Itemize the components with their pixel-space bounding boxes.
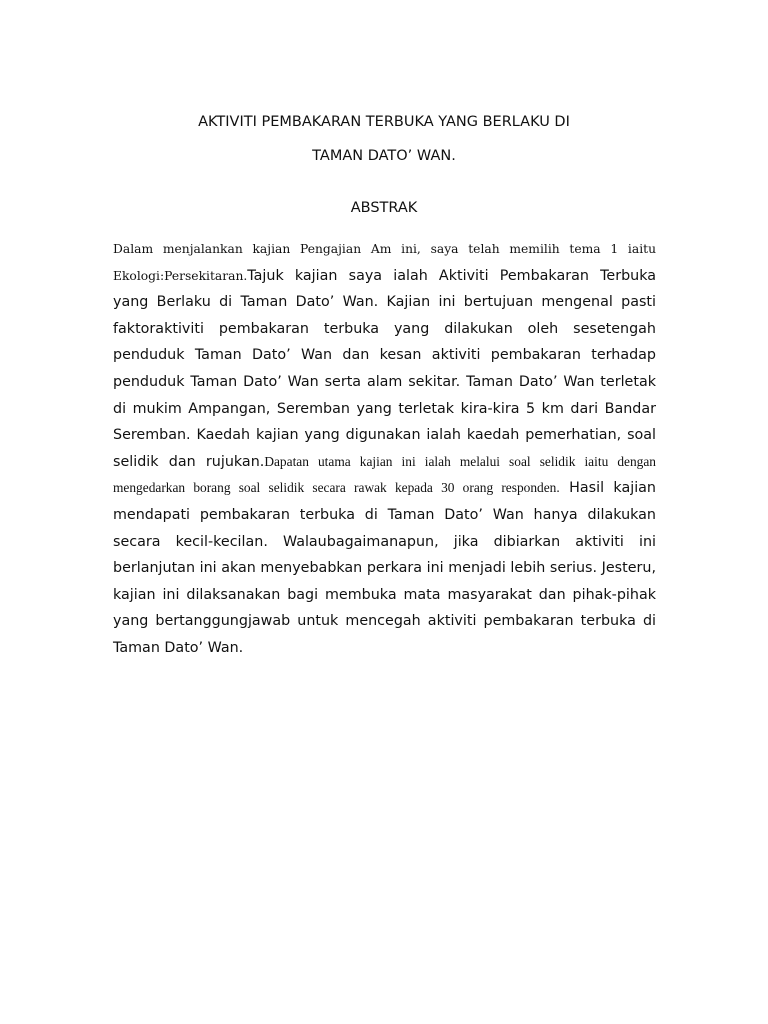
- abstract-segment-findings: Dapatan utama kajian ini ialah melalui soal selidik iaitu dengan mengedarkan borang soal selidik secara rawak kepada 30 orang responden.: [113, 453, 656, 496]
- abstract-segment-results: Hasil kajian mendapati pembakaran terbuka di Taman Dato’ Wan hanya dilakukan secara kecil-kecilan. Walaubagaimanapun, jika dibiarkan aktiviti ini berlanjutan ini akan menyebabkan perkara ini menjadi lebih serius. Jesteru, kajian ini dilaksanakan bagi membuka mata masyarakat dan pihak-pihak yang bertanggungjawab untuk mencegah aktiviti pembakaran terbuka di Taman Dato’ Wan.: [113, 480, 656, 656]
- abstract-heading: ABSTRAK: [350, 200, 418, 216]
- abstract-segment-main: Tajuk kajian saya ialah Aktiviti Pembakaran Terbuka yang Berlaku di Taman Dato’ Wan. Kajian ini bertujuan mengenal pasti faktoraktiviti pembakaran terbuka yang dilakukan oleh sesetengah penduduk Taman Dato’ Wan dan kesan aktiviti pembakaran terhadap penduduk Taman Dato’ Wan serta alam sekitar. Taman Dato’ Wan terletak di mukim Ampangan, Seremban yang terletak kira-kira 5 km dari Bandar Seremban. Kaedah kajian yang digunakan ialah kaedah pemerhatian, soal selidik dan rujukan.: [113, 267, 656, 470]
- document-title-line-1: AKTIVITI PEMBAKARAN TERBUKA YANG BERLAKU DI: [198, 114, 570, 130]
- abstract-paragraph: [113, 236, 656, 662]
- abstract-segment-intro: Dalam menjalankan kajian Pengajian Am ini, saya telah memilih tema 1 iaitu Ekologi:Persekitaran.: [113, 242, 656, 283]
- document-title-line-2: TAMAN DATO’ WAN.: [312, 148, 456, 164]
